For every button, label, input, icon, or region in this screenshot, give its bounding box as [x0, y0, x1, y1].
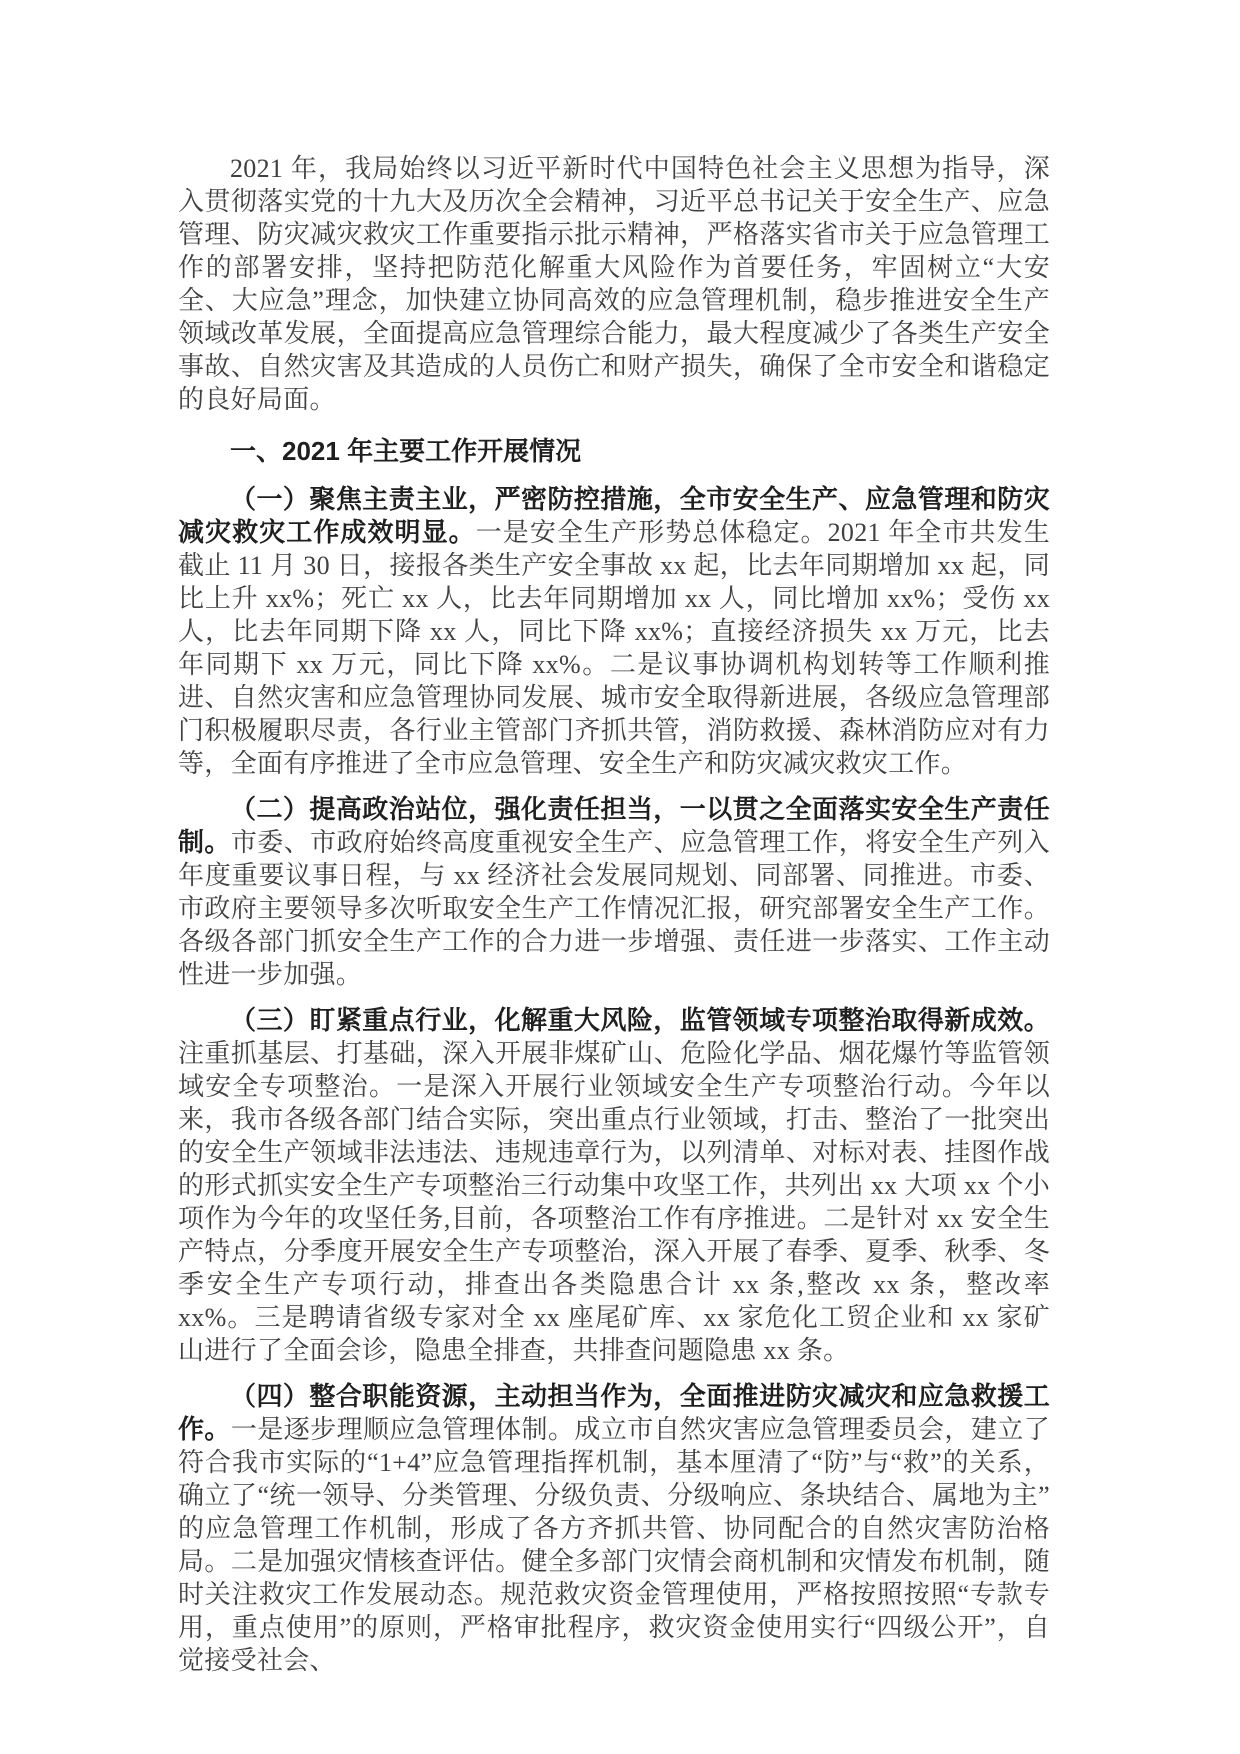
section-paragraph-4 [178, 1380, 1050, 1677]
section-3-body: 注重抓基层、打基础，深入开展非煤矿山、危险化学品、烟花爆竹等监管领域安全专项整治。一是深入开展行业领域安全生产专项整治行动。今年以来，我市各级各部门结合实际，突出重点行业领域，打击、整治了一批突出的安全生产领域非法违法、违规违章行为，以列清单、对标对表、挂图作战的形式抓实安全生产专项整治三行动集中攻坚工作，共列出 xx 大项 xx 个小项作为今年的攻坚任务,目前，各项整治工作有序推进。二是针对 xx 安全生产特点，分季度开展安全生产专项整治，深入开展了春季、夏季、秋季、冬季安全生产专项行动，排查出各类隐患合计 xx 条,整改 xx 条，整改率 xx%。三是聘请省级专家对全 xx 座尾矿库、xx 家危化工贸企业和 xx 家矿山进行了全面会诊，隐患全排查，共排查问题隐患 xx 条。 [178, 1039, 1050, 1365]
section-1-lead: （一）聚焦主责主业，严密防控措施，全市安全生产、应急管理和防灾减灾救灾工作成效明显。 [178, 484, 1050, 547]
section-4-lead: （四）整合职能资源，主动担当作为，全面推进防灾减灾和应急救援工作。 [178, 1381, 1050, 1444]
intro-paragraph [178, 152, 1050, 416]
section-1-body: 一是安全生产形势总体稳定。2021 年全市共发生截止 11 月 30 日，接报各类生产安全事故 xx 起，比去年同期增加 xx 起，同比上升 xx%；死亡 xx 人，比去年同期增加 xx 人，同比增加 xx%；受伤 xx 人，比去年同期下降 xx 人，同比下降 xx%；直接经济损失 xx 万元，比去年同期下 xx 万元，同比下降 xx%。二是议事协调机构划转等工作顺利推进、自然灾害和应急管理协同发展、城市安全取得新进展，各级应急管理部门积极履职尽责，各行业主管部门齐抓共管，消防救援、森林消防应对有力等，全面有序推进了全市应急管理、安全生产和防灾减灾救灾工作。 [178, 518, 1050, 778]
section-2-body: 市委、市政府始终高度重视安全生产、应急管理工作，将安全生产列入年度重要议事日程，与 xx 经济社会发展同规划、同部署、同推进。市委、市政府主要领导多次听取安全生产工作情况汇报，研究部署安全生产工作。各级各部门抓安全生产工作的合力进一步增强、责任进一步落实、工作主动性进一步加强。 [178, 828, 1050, 989]
section-title: 一、2021 年主要工作开展情况 [230, 436, 582, 466]
section-3-lead: （三）盯紧重点行业，化解重大风险，监管领域专项整治取得新成效。 [230, 1005, 1050, 1035]
section-2-lead: （二）提高政治站位，强化责任担当，一以贯之全面落实安全生产责任制。 [178, 794, 1050, 857]
section-paragraph-2 [178, 793, 1050, 991]
section-4-body: 一是逐步理顺应急管理体制。成立市自然灾害应急管理委员会，建立了符合我市实际的“1+4”应急管理指挥机制，基本厘清了“防”与“救”的关系，确立了“统一领导、分类管理、分级负责、分级响应、条块结合、属地为主”的应急管理工作机制，形成了各方齐抓共管、协同配合的自然灾害防治格局。二是加强灾情核查评估。健全多部门灾情会商机制和灾情发布机制，随时关注救灾工作发展动态。规范救灾资金管理使用，严格按照按照“专款专用，重点使用”的原则，严格审批程序，救灾资金使用实行“四级公开”，自觉接受社会、 [178, 1415, 1050, 1675]
intro-text: 2021 年，我局始终以习近平新时代中国特色社会主义思想为指导，深入贯彻落实党的十九大及历次全会精神，习近平总书记关于安全生产、应急管理、防灾减灾救灾工作重要指示批示精神，严格落实省市关于应急管理工作的部署安排，坚持把防范化解重大风险作为首要任务，牢固树立“大安全、大应急”理念，加快建立协同高效的应急管理机制，稳步推进安全生产领域改革发展，全面提高应急管理综合能力，最大程度减少了各类生产安全事故、自然灾害及其造成的人员伤亡和财产损失，确保了全市安全和谐稳定的良好局面。 [178, 154, 1050, 414]
section-paragraph-3 [178, 1004, 1050, 1367]
section-paragraph-1 [178, 483, 1050, 780]
